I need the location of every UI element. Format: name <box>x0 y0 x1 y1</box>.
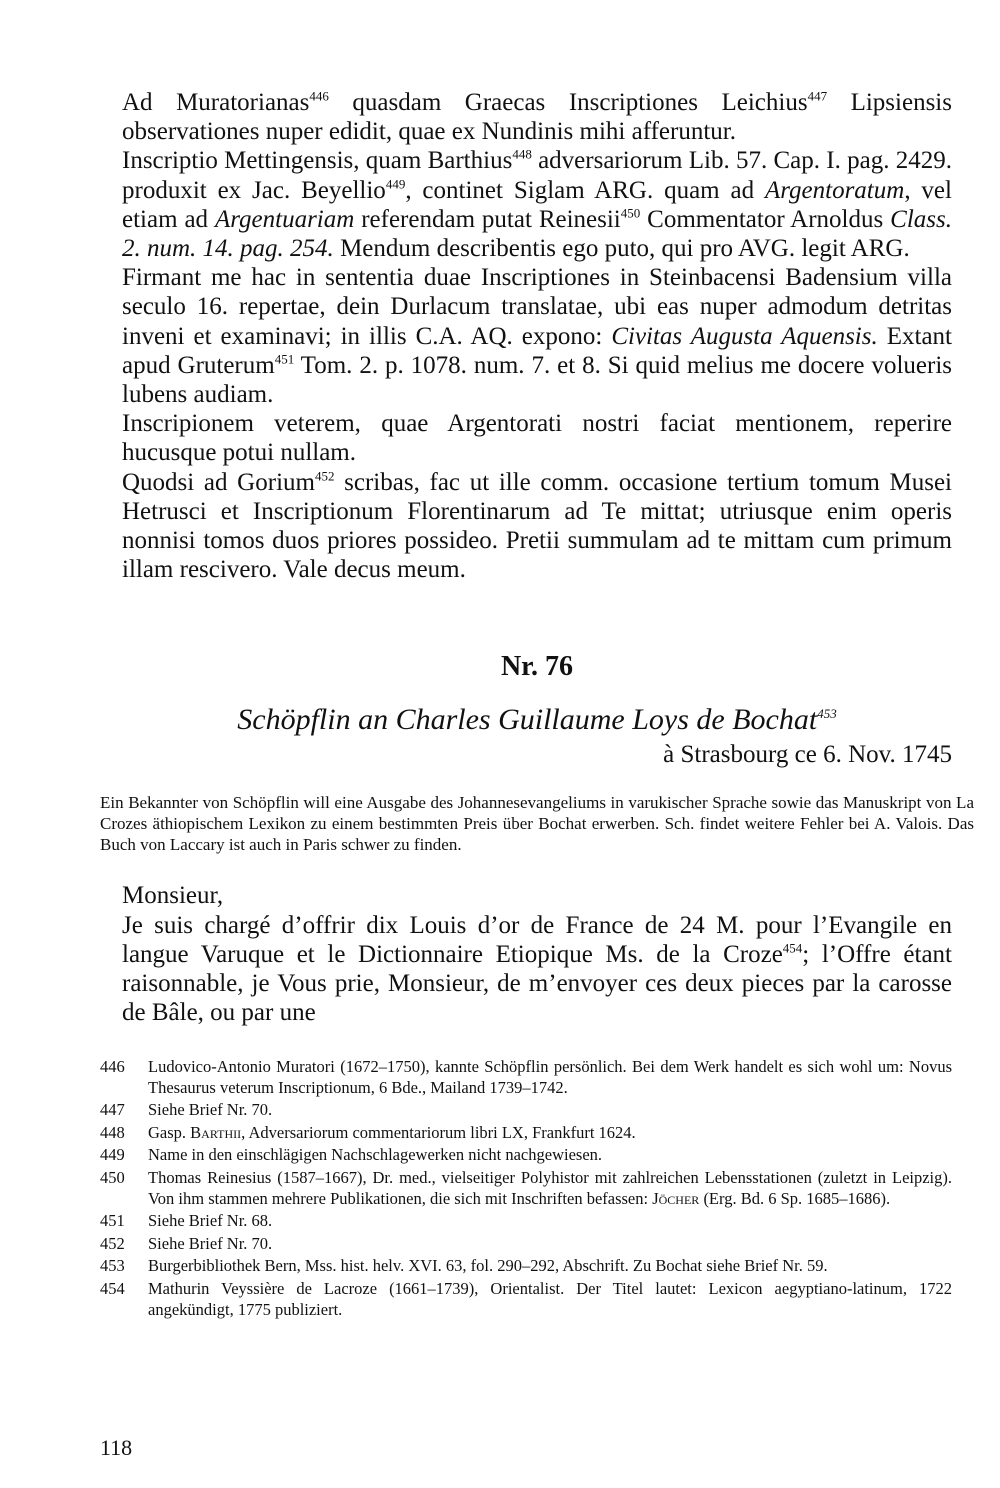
footnote-ref: 448 <box>512 147 532 163</box>
text-run: Mathurin Veyssière de Lacroze (1661–1739), Orientalist. Der Titel lautet: Lexicon aegyptiano-latinum, 1722 angekündigt, 1775 publiziert. <box>148 1278 952 1319</box>
footnote <box>100 1100 952 1121</box>
italic-text: Civitas Augusta Aquensis. <box>611 322 878 350</box>
page-content <box>100 88 974 1027</box>
footnote-text <box>148 1211 952 1232</box>
text-run: adversariorum Lib. 57. Cap. I. pag. 2429. produxit ex Jac. Beyellio <box>122 147 953 204</box>
italic-text: Argentoratum <box>764 176 905 204</box>
paragraph <box>122 263 952 409</box>
footnote-number: 451 <box>100 1211 125 1231</box>
footnote-ref: 449 <box>385 176 406 192</box>
text-run: Thomas Reinesius (1587–1667), Dr. med., vielseitiger Polyhistor mit zahlreichen Lebensstationen (zuletzt in Leipzig). Von ihm stammen mehrere Publikationen, die sich mit Inschriften befassen: <box>148 1167 952 1208</box>
footnote-number: 450 <box>100 1167 125 1187</box>
text-run: Ad Muratorianas <box>122 89 310 116</box>
text-run: Name in den einschlägigen Nachschlagewerken nicht nachgewiesen. <box>148 1145 603 1165</box>
text-run: Burgerbibliothek Bern, Mss. hist. helv. XVI. 63, fol. 290–292, Abschrift. Zu Bochat siehe Brief Nr. 59. <box>148 1256 828 1276</box>
text-run: Lipsiensis observationes nuper edidit, quae ex Nundinis mihi afferuntur. <box>122 89 952 146</box>
footnote-text <box>148 1123 952 1144</box>
page-number: 118 <box>100 1435 133 1460</box>
footnote-ref: 452 <box>314 468 335 484</box>
text-run: (Erg. Bd. 6 Sp. 1685–1686). <box>699 1188 891 1208</box>
letter-summary: Ein Bekannter von Schöpflin will eine Ausgabe des Johannesevangeliums in varukischer Sprache sowie das Manuskript von La Crozes äthiopischem Lexikon zu einem bestimmten Preis über Bochat erwerben. Sch. findet weitere Fehler bei A. Valois. Das Buch von Laccary ist auch in Paris schwer zu finden. <box>100 793 974 855</box>
footnote <box>100 1057 952 1098</box>
latin-letter-continuation <box>122 88 952 584</box>
salutation: Monsieur, <box>122 882 224 910</box>
letter-body <box>122 881 952 1027</box>
footnote-number: 452 <box>100 1233 125 1253</box>
text-run: Quodsi ad Gorium <box>122 468 315 496</box>
letter-date: à Strasbourg ce 6. Nov. 1745 <box>663 741 952 769</box>
text-run: ; l’Offre étant raisonnable, je Vous prie, Monsieur, de m’envoyer ces deux pieces par la carosse de Bâle, ou par une <box>122 940 952 1027</box>
footnote-number: 454 <box>100 1278 125 1298</box>
footnote-number: 446 <box>100 1057 125 1076</box>
footnote-text <box>148 1100 952 1121</box>
paragraph <box>122 88 952 146</box>
text-run: Siehe Brief Nr. 70. <box>148 1233 273 1253</box>
text-run: scribas, fac ut ille comm. occasione tertium tomum Musei Hetrusci et Inscriptionum Florentinarum ad Te mittat; utriusque enim operis nonnisi tomos duos priores possideo. Pretii summulam ad te mittam cum primum illam rescivero. Vale decus meum. <box>122 468 952 584</box>
footnote-ref: 447 <box>807 88 828 104</box>
letter-recipient <box>122 700 952 740</box>
text-run: quasdam Graecas Inscriptiones Leichius <box>328 89 808 116</box>
footnote-number: 453 <box>100 1256 125 1276</box>
footnote-text <box>148 1256 952 1277</box>
footnote-text <box>148 1145 952 1166</box>
text-run: Inscriptio Mettingensis, quam Barthius <box>122 147 513 175</box>
footnote <box>100 1168 952 1209</box>
footnote-ref: 454 <box>782 940 803 956</box>
text-run: Commentator Arnoldus <box>640 205 891 233</box>
footnote-text <box>148 1057 952 1098</box>
text-run: Inscripionem veterem, quae Argentorati nostri faciat mentionem, reperire hucusque potui nullam. <box>122 410 952 467</box>
paragraph <box>122 146 952 263</box>
text-run: Siehe Brief Nr. 68. <box>148 1211 273 1231</box>
footnotes <box>100 1057 952 1322</box>
footnote-ref: 451 <box>274 351 295 367</box>
text-run: Extant apud Gruterum <box>122 322 952 379</box>
author-name: Jöcher <box>652 1188 700 1208</box>
text-run: Tom. 2. p. 1078. num. 7. et 8. Si quid melius me docere volueris lubens audiam. <box>122 351 952 409</box>
footnote-ref: 453 <box>817 706 837 722</box>
text-run: Ludovico-Antonio Muratori (1672–1750), kannte Schöpflin persönlich. Bei dem Werk handelt es sich wohl um: Novus Thesaurus veterum Inscriptionum, 6 Bde., Mailand 1739–1742. <box>148 1057 952 1097</box>
text-run: Firmant me hac in sententia duae Inscriptiones in Steinbacensi Badensium villa seculo 16. repertae, dein Durlacum translatae, ubi eas nuper admodum detritas inveni et examinavi; in illis C.A. AQ. expono: <box>122 264 952 350</box>
author-name: Barthii <box>190 1122 242 1142</box>
footnote-text <box>148 1234 952 1255</box>
footnote-text <box>148 1168 952 1209</box>
footnote-ref: 446 <box>309 88 329 104</box>
footnote-ref: 450 <box>620 205 641 221</box>
text-run: , vel etiam ad <box>122 176 952 233</box>
letter-paragraph <box>122 911 952 1028</box>
footnote-number: 449 <box>100 1145 125 1165</box>
footnote <box>100 1211 952 1232</box>
footnote <box>100 1123 952 1144</box>
text-run: Mendum describentis ego puto, qui pro AVG. legit ARG. <box>333 235 910 263</box>
footnote <box>100 1279 952 1320</box>
text-run: Je suis chargé d’offrir dix Louis d’or de France de 24 M. pour l’Evangile en langue Varuque et le Dictionnaire Etiopique Ms. de la Croze <box>122 911 952 968</box>
footnote <box>100 1145 952 1166</box>
letter-recipient-text: Schöpflin an Charles Guillaume Loys de Bochat <box>237 703 818 737</box>
letter-header <box>122 650 952 740</box>
footnote <box>100 1234 952 1255</box>
text-run: Siehe Brief Nr. 70. <box>148 1100 273 1120</box>
footnote-text <box>148 1279 952 1320</box>
text-run: , Adversariorum commentariorum libri LX, Frankfurt 1624. <box>241 1122 636 1142</box>
text-run: referendam putat Reinesii <box>354 205 621 233</box>
text-run: , continet Siglam ARG. quam ad <box>405 176 765 204</box>
footnote <box>100 1256 952 1277</box>
text-run: Gasp. <box>148 1122 191 1142</box>
letter-number: Nr. 76 <box>500 651 574 683</box>
footnote-number: 447 <box>100 1100 125 1120</box>
italic-text: Class. 2. num. 14. pag. 254. <box>122 205 952 263</box>
paragraph <box>122 468 952 585</box>
italic-text: Argentuariam <box>214 205 355 233</box>
paragraph <box>122 409 952 467</box>
footnote-number: 448 <box>100 1122 125 1142</box>
